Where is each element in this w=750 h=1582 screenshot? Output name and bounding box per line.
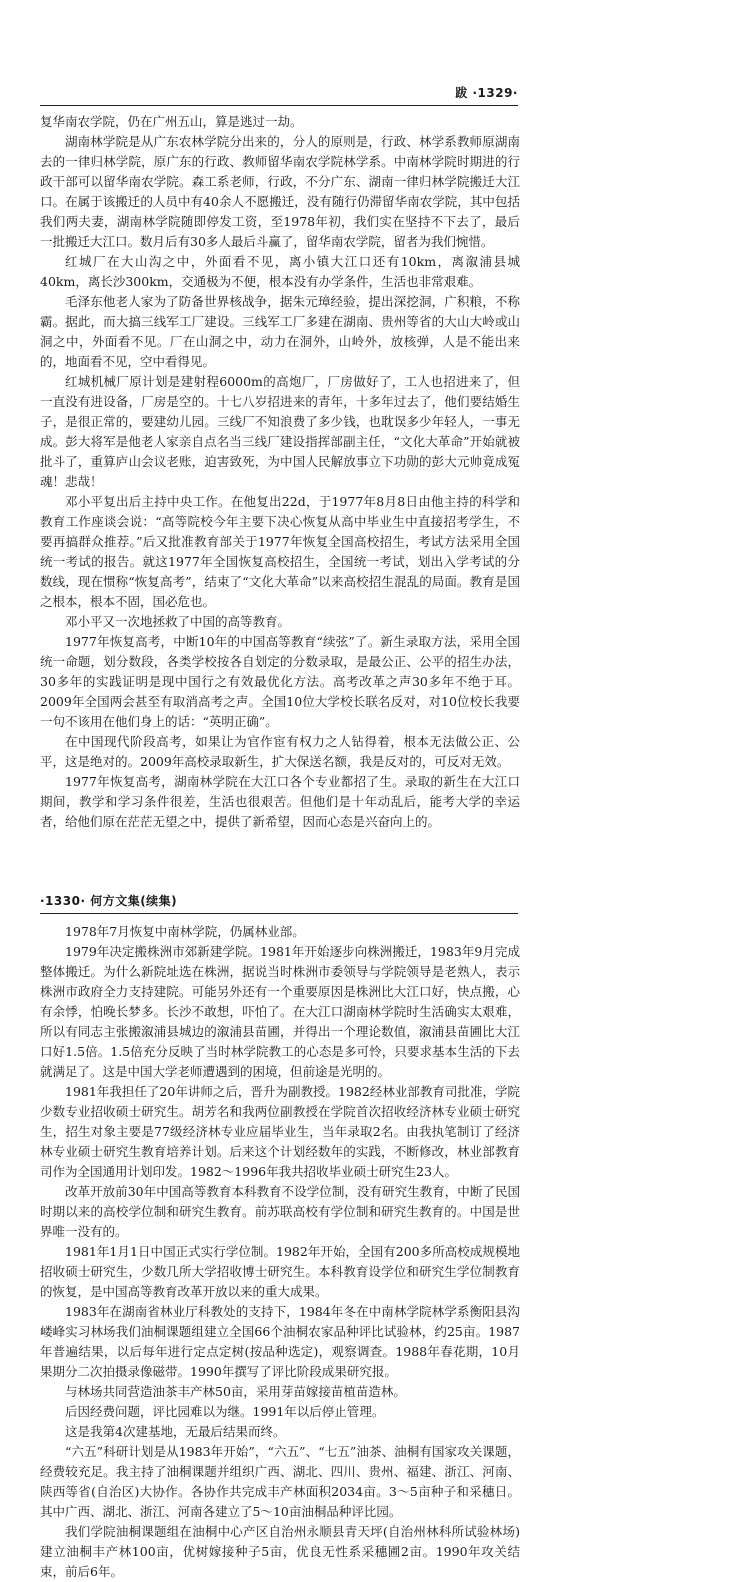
body-text — [40, 112, 520, 832]
paragraph: “六五”科研计划是从1983年开始”，“六五”、“七五”油茶、油桐有国家攻关课题，经费较充足。我主持了油桐课题并组织广西、湖北、四川、贵州、福建、浙江、河南、陕西等省(自治区)大协作。各协作共完成丰产林面积2034亩。3～5亩种子和采穗日。其中广西、湖北、浙江、河南各建立了5～10亩油桐品种评比园。 — [40, 1444, 520, 1519]
paragraph: 1979年决定搬株洲市郊新建学院。1981年开始逐步向株洲搬迁，1983年9月完成整体搬迁。为什么新院址选在株洲，据说当时株洲市委领导与学院领导是老熟人，表示株洲市政府全力支持建院。可能另外还有一个重要原因是株洲比大江口好，快点搬，心有余悸，怕晚长梦多。长沙不敢想，吓怕了。在大江口湖南林学院时生活确实太艰难，所以有同志主张搬溆浦县城边的溆浦县苗圃，并得出一个理论数值，溆浦县苗圃比大江口好1.5倍。1.5倍充分反映了当时林学院教工的心态是多可怜，只要求基本生活的下去就满足了。这是中国大学老师遭遇到的困境，但前途是光明的。 — [40, 944, 520, 1079]
paragraph: 1981年1月1日中国正式实行学位制。1982年开始，全国有200多所高校成规模地招收硕士研究生，少数几所大学招收博士研究生。本科教育设学位和研究生学位制教育的恢复，是中国高等教育改革开放以来的重大成果。 — [40, 1244, 520, 1299]
paragraph: 与林场共同营造油茶丰产林50亩，采用芽苗嫁接苗植苗造林。 — [65, 1384, 406, 1399]
page-header-text: ·1330· 何方文集(续集) — [40, 894, 178, 908]
header-rule — [40, 913, 518, 914]
paragraph: 我们学院油桐课题组在油桐中心产区自治州永顺县青天坪(自治州林科所试验林场)建立油桐丰产林100亩，优树嫁接种子5亩，优良无性系采穗圃2亩。1990年攻关结束，前后6年。 — [40, 1524, 520, 1579]
paragraph: 湖南林学院是从广东农林学院分出来的，分人的原则是，行政、林学系教师原湖南去的一律归林学院，原广东的行政、教师留华南农学院林学系。中南林学院时期进的行政干部可以留华南农学院。森工系老师，行政，不分广东、湖南一律归林学院搬迁大江口。在属于该搬迁的人员中有40余人不愿搬迁，没有随行仍滞留华南农学院，其中包括我们两夫妻，湖南林学院随即停发工资，至1978年初，我们实在坚持不下去了，最后一批搬迁大江口。数月后有30多人最后斗赢了，留华南农学院，留者为我们惋惜。 — [40, 134, 520, 249]
header-rule — [40, 105, 518, 106]
paragraph: 后因经费问题，评比园难以为继。1991年以后停止管理。 — [65, 1404, 385, 1419]
paragraph: 1977年恢复高考，湖南林学院在大江口各个专业都招了生。录取的新生在大江口期间，教学和学习条件很差，生活也很艰苦。但他们是十年动乱后，能考大学的幸运者，给他们原在茫茫无望之中，提供了新希望，因而心态是兴奋向上的。 — [40, 774, 520, 829]
page-1330 — [0, 880, 750, 1579]
paragraph: 1978年7月恢复中南林学院，仍属林业部。 — [65, 924, 305, 939]
running-header — [40, 84, 518, 102]
page-header-text: 跋 ·1329· — [455, 86, 518, 100]
paragraph: 改革开放前30年中国高等教育本科教育不设学位制，没有研究生教育，中断了民国时期以来的高校学位制和研究生教育。前苏联高校有学位制和研究生教育的。中国是世界唯一没有的。 — [40, 1184, 520, 1239]
paragraph: 1981年我担任了20年讲师之后，晋升为副教授。1982经林业部教育司批准，学院少数专业招收硕士研究生。胡芳名和我两位副教授在学院首次招收经济林专业硕士研究生，招生对象主要是77级经济林专业应届毕业生，当年录取2名。由我执笔制订了经济林专业硕士研究生教育培养计划。后来这个计划经数年的实践，不断修改，林业部教育司作为全国通用计划印发。1982～1996年我共招收毕业硕士研究生23人。 — [40, 1084, 520, 1179]
paragraph: 1977年恢复高考，中断10年的中国高等教育“续弦”了。新生录取方法，采用全国统一命题，划分数段，各类学校按各自划定的分数录取，是最公正、公平的招生办法，30多年的实践证明是现中国行之有效最优化方法。高考改革之声30多年不绝于耳。2009年全国两会甚至有取消高考之声。全国10位大学校长联名反对，对10位校长我要一句不该用在他们身上的话：“英明正确”。 — [40, 634, 520, 729]
paragraph: 复华南农学院，仍在广州五山，算是逃过一劫。 — [40, 114, 303, 129]
running-header — [40, 892, 518, 910]
paragraph: 红城机械厂原计划是建射程6000m的高炮厂，厂房做好了，工人也招进来了，但一直没有进设备，厂房是空的。十七八岁招进来的青年，十多年过去了，他们要结婚生子，是很正常的，要建幼儿园。三线厂不知浪费了多少钱，也耽误多少年轻人，一事无成。彭大将军是他老人家亲自点名当三线厂建设指挥部副主任，“文化大革命”开始就被批斗了，重算庐山会议老账，迫害致死，为中国人民解放事立下功勋的彭大元帅竟成冤魂！悲哉！ — [40, 374, 520, 489]
paragraph: 在中国现代阶段高考，如果让为官作宦有权力之人钻得着，根本无法做公正、公平，这是绝对的。2009年高校录取新生，扩大保送名额，我是反对的，可反对无效。 — [40, 734, 520, 769]
paragraph: 邓小平又一次地拯救了中国的高等教育。 — [65, 614, 291, 629]
paragraph: 这是我第4次建基地，无最后结果而终。 — [65, 1424, 286, 1439]
paragraph: 1983年在湖南省林业厅科教处的支持下，1984年冬在中南林学院林学系衡阳县沟嵝峰实习林场我们油桐课题组建立全国66个油桐农家品种评比试验林，约25亩。1987年普遍结果，以后每年进行定点定树(按品种选定)，观察调查。1988年春花期，10月果期分二次拍摄录像磁带。1990年撰写了评比阶段成果研究报。 — [40, 1304, 520, 1379]
paragraph: 毛泽东他老人家为了防备世界核战争，据朱元璋经验，提出深挖洞，广积粮，不称霸。据此，而大搞三线军工厂建设。三线军工厂多建在湖南、贵州等省的大山大岭或山洞之中，外面看不见。厂在山洞之中，动力在洞外，山岭外，放核弹，人是不能出来的，地面看不见，空中看得见。 — [40, 294, 520, 369]
paragraph: 邓小平复出后主持中央工作。在他复出22d，于1977年8月8日由他主持的科学和教育工作座谈会说：“高等院校今年主要下决心恢复从高中毕业生中直接招考学生，不要再搞群众推荐。”后又批准教育部关于1977年恢复全国高校招生，考试方法采用全国统一考试的报告。就这1977年全国恢复高校招生，全国统一考试，划出入学考试的分数线，现在惯称“恢复高考”，结束了“文化大革命”以来高校招生混乱的局面。教育是国之根本，根本不固，国必危也。 — [40, 494, 520, 609]
paragraph: 红城厂在大山沟之中，外面看不见，离小镇大江口还有10km，离溆浦县城40km，离长沙300km，交通极为不便，根本没有办学条件，生活也非常艰难。 — [40, 254, 520, 289]
body-text — [40, 922, 520, 1582]
